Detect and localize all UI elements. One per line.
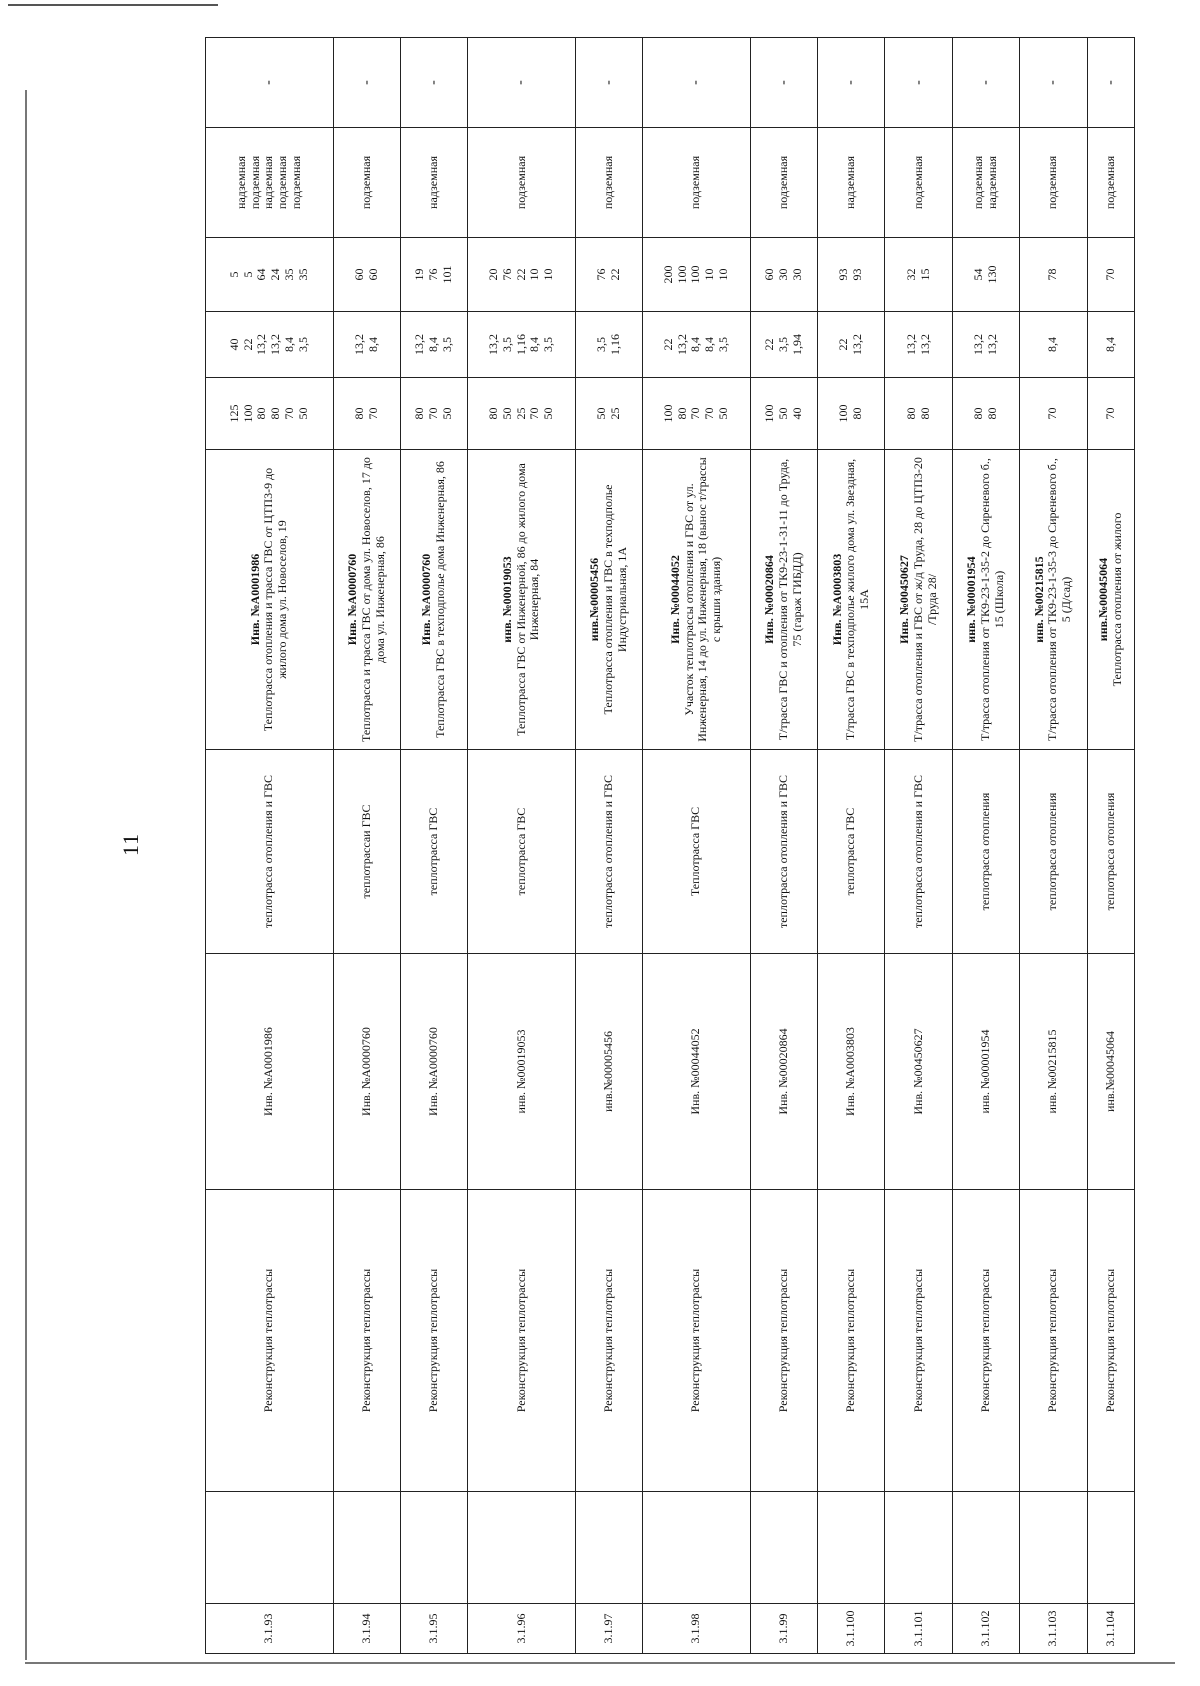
amount-cell-value: 19 bbox=[412, 268, 427, 281]
laying-cell-value: подземная bbox=[247, 155, 262, 210]
amount-cell-value: 101 bbox=[440, 265, 454, 284]
action-cell: Реконструкция теплотрассы bbox=[750, 1190, 817, 1492]
row-number: 3.1.104 bbox=[1087, 1604, 1134, 1654]
description-text: Т/трасса ГВС в техподполье жилого дома ул. Звездная, 15А bbox=[843, 458, 872, 741]
table-row bbox=[1087, 38, 1134, 1654]
length-cell-value: 13,2 bbox=[850, 334, 865, 355]
description-text: Теплотрасса и трасса ГВС от дома ул. Новоселов, 17 до дома ул. Инженерная, 86 bbox=[358, 457, 387, 742]
note-cell: - bbox=[1087, 38, 1134, 128]
amount-cell-value: 70 bbox=[1102, 268, 1117, 281]
length-cell-value: 1,16 bbox=[513, 334, 528, 355]
inventory-cell: инв. №00001954 bbox=[952, 954, 1019, 1190]
inventory-cell: инв.№00005456 bbox=[575, 954, 642, 1190]
page-number: 11 bbox=[118, 832, 143, 856]
note-cell: - bbox=[952, 38, 1019, 128]
note-cell: - bbox=[575, 38, 642, 128]
action-cell: Реконструкция теплотрассы bbox=[206, 1190, 334, 1492]
length-cell-value: 8,4 bbox=[282, 337, 297, 352]
length-cell-value: 8,4 bbox=[426, 337, 441, 352]
diameter-cell-value: 50 bbox=[499, 407, 514, 420]
left-rule bbox=[25, 90, 27, 1660]
length-cell bbox=[952, 312, 1019, 378]
network-type-cell: теплотрасса отопления bbox=[1020, 750, 1087, 954]
description-inventory: инв. №00215815 bbox=[1031, 556, 1046, 643]
diameter-cell-value: 70 bbox=[282, 407, 297, 420]
diameter-cell-value: 80 bbox=[674, 407, 689, 420]
laying-cell-value: подземная bbox=[910, 155, 925, 210]
inventory-cell: Инв. №А0000760 bbox=[333, 954, 400, 1190]
amount-cell-value: 76 bbox=[426, 268, 441, 281]
table-body bbox=[206, 38, 1135, 1654]
table-row bbox=[750, 38, 817, 1654]
length-cell bbox=[206, 312, 334, 378]
laying-cell bbox=[400, 128, 467, 238]
amount-cell-value: 93 bbox=[850, 268, 865, 281]
amount-cell-value: 54 bbox=[971, 268, 986, 281]
diameter-cell-value: 50 bbox=[541, 407, 556, 420]
action-cell: Реконструкция теплотрассы bbox=[818, 1190, 885, 1492]
amount-cell-value: 100 bbox=[688, 265, 703, 284]
laying-cell-value: надземная bbox=[426, 156, 441, 209]
amount-cell-value: 5 bbox=[226, 271, 241, 278]
table-row bbox=[400, 38, 467, 1654]
diameter-cell bbox=[952, 378, 1019, 450]
length-cell-value: 22 bbox=[762, 338, 777, 351]
diameter-cell-value: 100 bbox=[762, 404, 777, 423]
amount-cell-value: 22 bbox=[607, 268, 622, 281]
length-cell-value: 3,5 bbox=[716, 337, 731, 352]
diameter-cell-value: 80 bbox=[486, 407, 501, 420]
action-cell: Реконструкция теплотрассы bbox=[400, 1190, 467, 1492]
description-text: Теплотрасса ГВС в техподполье дома Инженерная, 86 bbox=[433, 461, 448, 738]
row-number: 3.1.103 bbox=[1020, 1604, 1087, 1654]
description-cell bbox=[400, 450, 467, 750]
table-row bbox=[333, 38, 400, 1654]
length-cell-value: 40 bbox=[226, 338, 241, 351]
length-cell bbox=[333, 312, 400, 378]
blank-cell bbox=[885, 1492, 952, 1604]
laying-cell bbox=[206, 128, 334, 238]
blank-cell bbox=[1020, 1492, 1087, 1604]
blank-cell bbox=[206, 1492, 334, 1604]
network-type-cell: теплотрасса ГВС bbox=[400, 750, 467, 954]
row-number: 3.1.98 bbox=[643, 1604, 750, 1654]
action-cell: Реконструкция теплотрассы bbox=[643, 1190, 750, 1492]
amount-cell-value: 10 bbox=[527, 268, 542, 281]
row-number: 3.1.93 bbox=[206, 1604, 334, 1654]
length-cell bbox=[750, 312, 817, 378]
diameter-cell bbox=[1087, 378, 1134, 450]
description-cell bbox=[1020, 450, 1087, 750]
note-cell: - bbox=[1020, 38, 1087, 128]
row-number: 3.1.101 bbox=[885, 1604, 952, 1654]
description-cell bbox=[643, 450, 750, 750]
amount-cell-value: 76 bbox=[594, 268, 609, 281]
length-cell bbox=[575, 312, 642, 378]
amount-cell bbox=[1020, 238, 1087, 312]
table-row bbox=[468, 38, 575, 1654]
length-cell-value: 22 bbox=[836, 338, 851, 351]
diameter-cell-value: 70 bbox=[702, 407, 717, 420]
amount-cell-value: 76 bbox=[499, 268, 514, 281]
length-cell-value: 13,2 bbox=[984, 334, 999, 355]
amount-cell-value: 10 bbox=[716, 268, 731, 281]
length-cell-value: 13,2 bbox=[254, 334, 269, 355]
note-cell: - bbox=[643, 38, 750, 128]
amount-cell-value: 100 bbox=[674, 265, 689, 284]
amount-cell-value: 24 bbox=[268, 268, 283, 281]
diameter-cell-value: 100 bbox=[836, 404, 851, 423]
laying-cell-value: подземная bbox=[1045, 155, 1060, 210]
amount-cell-value: 200 bbox=[660, 265, 675, 284]
amount-cell-value: 10 bbox=[702, 268, 717, 281]
network-type-cell: теплотрасса отопления и ГВС bbox=[750, 750, 817, 954]
laying-cell-value: подземная bbox=[688, 155, 703, 210]
length-cell-value: 8,4 bbox=[1102, 337, 1117, 352]
inventory-cell: инв. №00019053 bbox=[468, 954, 575, 1190]
table-row bbox=[818, 38, 885, 1654]
inventory-cell: Инв. №А0001986 bbox=[206, 954, 334, 1190]
length-cell bbox=[1087, 312, 1134, 378]
diameter-cell-value: 25 bbox=[607, 407, 622, 420]
length-cell-value: 13,2 bbox=[674, 334, 689, 355]
laying-cell bbox=[1020, 128, 1087, 238]
note-cell: - bbox=[468, 38, 575, 128]
laying-cell bbox=[333, 128, 400, 238]
description-inventory: Инв. №А0000760 bbox=[419, 553, 434, 646]
diameter-cell-value: 80 bbox=[971, 407, 986, 420]
amount-cell-value: 20 bbox=[486, 268, 501, 281]
description-cell bbox=[952, 450, 1019, 750]
length-cell-value: 13,2 bbox=[971, 334, 986, 355]
amount-cell-value: 60 bbox=[351, 268, 366, 281]
laying-cell-value: подземная bbox=[775, 155, 790, 210]
diameter-cell-value: 100 bbox=[240, 404, 255, 423]
amount-cell-value: 35 bbox=[295, 268, 310, 281]
description-inventory: Инв. №00020864 bbox=[762, 555, 777, 644]
diameter-cell-value: 80 bbox=[412, 407, 427, 420]
rotated-table-stage bbox=[205, 38, 1135, 1654]
inventory-cell: Инв. №00020864 bbox=[750, 954, 817, 1190]
action-cell: Реконструкция теплотрассы bbox=[952, 1190, 1019, 1492]
network-type-cell: Теплотрасса ГВС bbox=[643, 750, 750, 954]
diameter-cell-value: 80 bbox=[984, 407, 999, 420]
description-text: Т/трасса отопления от ТК9-23-1-35-3 до Сиреневого б., 5 (Д/сад) bbox=[1045, 458, 1074, 741]
blank-cell bbox=[952, 1492, 1019, 1604]
table-row bbox=[643, 38, 750, 1654]
note-cell: - bbox=[885, 38, 952, 128]
network-type-cell: теплотрасса ГВС bbox=[468, 750, 575, 954]
description-inventory: инв.№00005456 bbox=[587, 557, 602, 642]
diameter-cell-value: 80 bbox=[268, 407, 283, 420]
amount-cell-value: 78 bbox=[1045, 268, 1060, 281]
action-cell: Реконструкция теплотрассы bbox=[885, 1190, 952, 1492]
inventory-cell: Инв. №00450627 bbox=[885, 954, 952, 1190]
diameter-cell bbox=[333, 378, 400, 450]
action-cell: Реконструкция теплотрассы bbox=[333, 1190, 400, 1492]
description-text: Т/трасса отопления и ГВС от ж/д Труда, 28 до ЦТП3-20 /Труда 28/ bbox=[910, 457, 939, 742]
description-inventory: Инв. №00450627 bbox=[896, 555, 911, 644]
length-cell-value: 8,4 bbox=[1045, 337, 1060, 352]
top-rule bbox=[8, 4, 218, 6]
amount-cell-value: 93 bbox=[836, 268, 851, 281]
laying-cell bbox=[885, 128, 952, 238]
amount-cell bbox=[400, 238, 467, 312]
table-row bbox=[1020, 38, 1087, 1654]
amount-cell-value: 130 bbox=[984, 265, 999, 284]
network-type-cell: теплотрасса ГВС bbox=[818, 750, 885, 954]
network-type-cell: теплотрасса отопления bbox=[952, 750, 1019, 954]
diameter-cell-value: 80 bbox=[917, 407, 932, 420]
inventory-cell: Инв. №А0000760 bbox=[400, 954, 467, 1190]
amount-cell bbox=[333, 238, 400, 312]
blank-cell bbox=[400, 1492, 467, 1604]
diameter-cell-value: 70 bbox=[365, 407, 380, 420]
blank-cell bbox=[643, 1492, 750, 1604]
description-text: Теплотрасса отопления от жилого bbox=[1109, 512, 1124, 687]
description-inventory: Инв. №А0001986 bbox=[247, 553, 262, 646]
length-cell-value: 13,2 bbox=[903, 334, 918, 355]
diameter-cell-value: 70 bbox=[1045, 407, 1060, 420]
action-cell: Реконструкция теплотрассы bbox=[1087, 1190, 1134, 1492]
amount-cell bbox=[952, 238, 1019, 312]
length-cell-value: 1,94 bbox=[789, 334, 804, 355]
note-cell: - bbox=[750, 38, 817, 128]
length-cell-value: 8,4 bbox=[527, 337, 542, 352]
length-cell-value: 13,2 bbox=[917, 334, 932, 355]
row-number: 3.1.102 bbox=[952, 1604, 1019, 1654]
diameter-cell-value: 50 bbox=[716, 407, 731, 420]
description-inventory: Инв. №А0000760 bbox=[345, 553, 360, 646]
length-cell bbox=[1020, 312, 1087, 378]
description-text: Участок теплотрассы отопления и ГВС от ул. Инженерная, 14 до ул. Инженерная, 18 (вынос т/трассы с крыши здания) bbox=[681, 457, 724, 742]
amount-cell bbox=[643, 238, 750, 312]
diameter-cell-value: 70 bbox=[688, 407, 703, 420]
length-cell bbox=[818, 312, 885, 378]
note-cell: - bbox=[818, 38, 885, 128]
diameter-cell-value: 80 bbox=[254, 407, 269, 420]
description-text: Теплотрасса ГВС от Инженерной, 86 до жилого дома Инженерная, 84 bbox=[513, 463, 542, 736]
length-cell-value: 8,4 bbox=[688, 337, 703, 352]
diameter-cell bbox=[818, 378, 885, 450]
laying-cell bbox=[1087, 128, 1134, 238]
length-cell-value: 8,4 bbox=[365, 337, 380, 352]
amount-cell-value: 32 bbox=[903, 268, 918, 281]
description-cell bbox=[818, 450, 885, 750]
row-number: 3.1.100 bbox=[818, 1604, 885, 1654]
amount-cell bbox=[575, 238, 642, 312]
length-cell-value: 3,5 bbox=[775, 337, 790, 352]
amount-cell-value: 60 bbox=[762, 268, 777, 281]
length-cell-value: 3,5 bbox=[541, 337, 556, 352]
description-text: Теплотрасса отопления и ГВС в техподполье Индустриальная, 1А bbox=[601, 484, 629, 715]
diameter-cell-value: 50 bbox=[440, 407, 454, 420]
diameter-cell bbox=[468, 378, 575, 450]
laying-cell-value: подземная bbox=[971, 155, 986, 210]
blank-cell bbox=[468, 1492, 575, 1604]
diameter-cell-value: 50 bbox=[775, 407, 790, 420]
description-cell bbox=[1087, 450, 1134, 750]
diameter-cell-value: 50 bbox=[594, 407, 609, 420]
diameter-cell-value: 80 bbox=[903, 407, 918, 420]
inventory-cell: инв. №00215815 bbox=[1020, 954, 1087, 1190]
row-number: 3.1.99 bbox=[750, 1604, 817, 1654]
note-cell: - bbox=[206, 38, 334, 128]
laying-cell-value: надземная bbox=[984, 156, 999, 209]
network-type-cell: теплотрасса отопления и ГВС bbox=[575, 750, 642, 954]
diameter-cell-value: 70 bbox=[426, 407, 441, 420]
amount-cell-value: 60 bbox=[365, 268, 380, 281]
reconstruction-table bbox=[205, 37, 1135, 1654]
note-cell: - bbox=[400, 38, 467, 128]
laying-cell bbox=[952, 128, 1019, 238]
laying-cell bbox=[818, 128, 885, 238]
inventory-cell: Инв. №00044052 bbox=[643, 954, 750, 1190]
blank-cell bbox=[750, 1492, 817, 1604]
length-cell bbox=[400, 312, 467, 378]
note-cell: - bbox=[333, 38, 400, 128]
row-number: 3.1.97 bbox=[575, 1604, 642, 1654]
amount-cell-value: 10 bbox=[541, 268, 556, 281]
length-cell-value: 3,5 bbox=[440, 337, 454, 352]
amount-cell-value: 64 bbox=[254, 268, 269, 281]
laying-cell bbox=[750, 128, 817, 238]
laying-cell bbox=[643, 128, 750, 238]
blank-cell bbox=[818, 1492, 885, 1604]
laying-cell bbox=[575, 128, 642, 238]
description-inventory: инв. №00001954 bbox=[964, 556, 979, 643]
laying-cell-value: подземная bbox=[513, 155, 528, 210]
table-row bbox=[952, 38, 1019, 1654]
amount-cell-value: 15 bbox=[917, 268, 932, 281]
length-cell-value: 3,5 bbox=[499, 337, 514, 352]
diameter-cell bbox=[206, 378, 334, 450]
amount-cell-value: 30 bbox=[775, 268, 790, 281]
action-cell: Реконструкция теплотрассы bbox=[468, 1190, 575, 1492]
amount-cell-value: 30 bbox=[789, 268, 804, 281]
diameter-cell-value: 80 bbox=[850, 407, 865, 420]
amount-cell-value: 35 bbox=[282, 268, 297, 281]
length-cell-value: 8,4 bbox=[702, 337, 717, 352]
diameter-cell-value: 125 bbox=[226, 404, 241, 423]
length-cell-value: 13,2 bbox=[486, 334, 501, 355]
diameter-cell-value: 70 bbox=[1102, 407, 1117, 420]
amount-cell bbox=[206, 238, 334, 312]
description-inventory: инв.№00045064 bbox=[1095, 557, 1110, 642]
laying-cell bbox=[468, 128, 575, 238]
amount-cell-value: 5 bbox=[240, 271, 255, 278]
row-number: 3.1.95 bbox=[400, 1604, 467, 1654]
network-type-cell: теплотрассаи ГВС bbox=[333, 750, 400, 954]
diameter-cell bbox=[400, 378, 467, 450]
diameter-cell bbox=[575, 378, 642, 450]
inventory-cell: Инв. №А0003803 bbox=[818, 954, 885, 1190]
description-text: Теплотрасса отопления и трасса ГВС от ЦТП3-9 до жилого дома ул. Новоселов, 19 bbox=[261, 467, 290, 732]
diameter-cell-value: 40 bbox=[789, 407, 804, 420]
length-cell-value: 1,16 bbox=[607, 334, 622, 355]
description-text: Т/трасса ГВС и отопления от ТК9-23-1-31-11 до Труда, 75 (гараж ГИБДД) bbox=[775, 458, 804, 741]
length-cell-value: 3,5 bbox=[594, 337, 609, 352]
diameter-cell bbox=[1020, 378, 1087, 450]
description-cell bbox=[575, 450, 642, 750]
description-inventory: Инв. №А0003803 bbox=[829, 553, 844, 646]
laying-cell-value: надземная bbox=[261, 156, 276, 209]
description-inventory: инв. №00019053 bbox=[499, 556, 514, 643]
bottom-rule bbox=[25, 1662, 1175, 1664]
row-number: 3.1.94 bbox=[333, 1604, 400, 1654]
blank-cell bbox=[575, 1492, 642, 1604]
blank-cell bbox=[1087, 1492, 1134, 1604]
table-row bbox=[575, 38, 642, 1654]
diameter-cell-value: 25 bbox=[513, 407, 528, 420]
row-number: 3.1.96 bbox=[468, 1604, 575, 1654]
amount-cell bbox=[1087, 238, 1134, 312]
length-cell-value: 13,2 bbox=[412, 334, 427, 355]
laying-cell-value: надземная bbox=[843, 156, 858, 209]
network-type-cell: теплотрасса отопления и ГВС bbox=[885, 750, 952, 954]
table-row bbox=[885, 38, 952, 1654]
description-cell bbox=[333, 450, 400, 750]
amount-cell bbox=[885, 238, 952, 312]
action-cell: Реконструкция теплотрассы bbox=[575, 1190, 642, 1492]
length-cell-value: 22 bbox=[240, 338, 255, 351]
network-type-cell: теплотрасса отопления bbox=[1087, 750, 1134, 954]
length-cell-value: 22 bbox=[660, 338, 675, 351]
description-text: Т/трасса отопления от ТК9-23-1-35-2 до Сиреневого б., 15 (Школа) bbox=[978, 458, 1006, 741]
laying-cell-value: надземная bbox=[233, 156, 248, 209]
diameter-cell bbox=[885, 378, 952, 450]
length-cell-value: 13,2 bbox=[351, 334, 366, 355]
length-cell bbox=[885, 312, 952, 378]
network-type-cell: теплотрасса отопления и ГВС bbox=[206, 750, 334, 954]
description-cell bbox=[206, 450, 334, 750]
blank-cell bbox=[333, 1492, 400, 1604]
length-cell-value: 3,5 bbox=[295, 337, 310, 352]
laying-cell-value: подземная bbox=[288, 155, 303, 210]
diameter-cell-value: 50 bbox=[295, 407, 310, 420]
laying-cell-value: подземная bbox=[1102, 155, 1117, 210]
description-cell bbox=[750, 450, 817, 750]
description-inventory: Инв. №00044052 bbox=[667, 555, 682, 644]
laying-cell-value: подземная bbox=[358, 155, 373, 210]
laying-cell-value: подземная bbox=[275, 155, 290, 210]
laying-cell-value: подземная bbox=[601, 155, 616, 210]
diameter-cell-value: 100 bbox=[660, 404, 675, 423]
diameter-cell-value: 70 bbox=[527, 407, 542, 420]
diameter-cell bbox=[750, 378, 817, 450]
length-cell bbox=[643, 312, 750, 378]
amount-cell bbox=[818, 238, 885, 312]
description-cell bbox=[885, 450, 952, 750]
action-cell: Реконструкция теплотрассы bbox=[1020, 1190, 1087, 1492]
length-cell bbox=[468, 312, 575, 378]
amount-cell-value: 22 bbox=[513, 268, 528, 281]
length-cell-value: 13,2 bbox=[268, 334, 283, 355]
inventory-cell: инв.№00045064 bbox=[1087, 954, 1134, 1190]
table-row bbox=[206, 38, 334, 1654]
description-cell bbox=[468, 450, 575, 750]
amount-cell bbox=[468, 238, 575, 312]
diameter-cell bbox=[643, 378, 750, 450]
diameter-cell-value: 80 bbox=[351, 407, 366, 420]
amount-cell bbox=[750, 238, 817, 312]
